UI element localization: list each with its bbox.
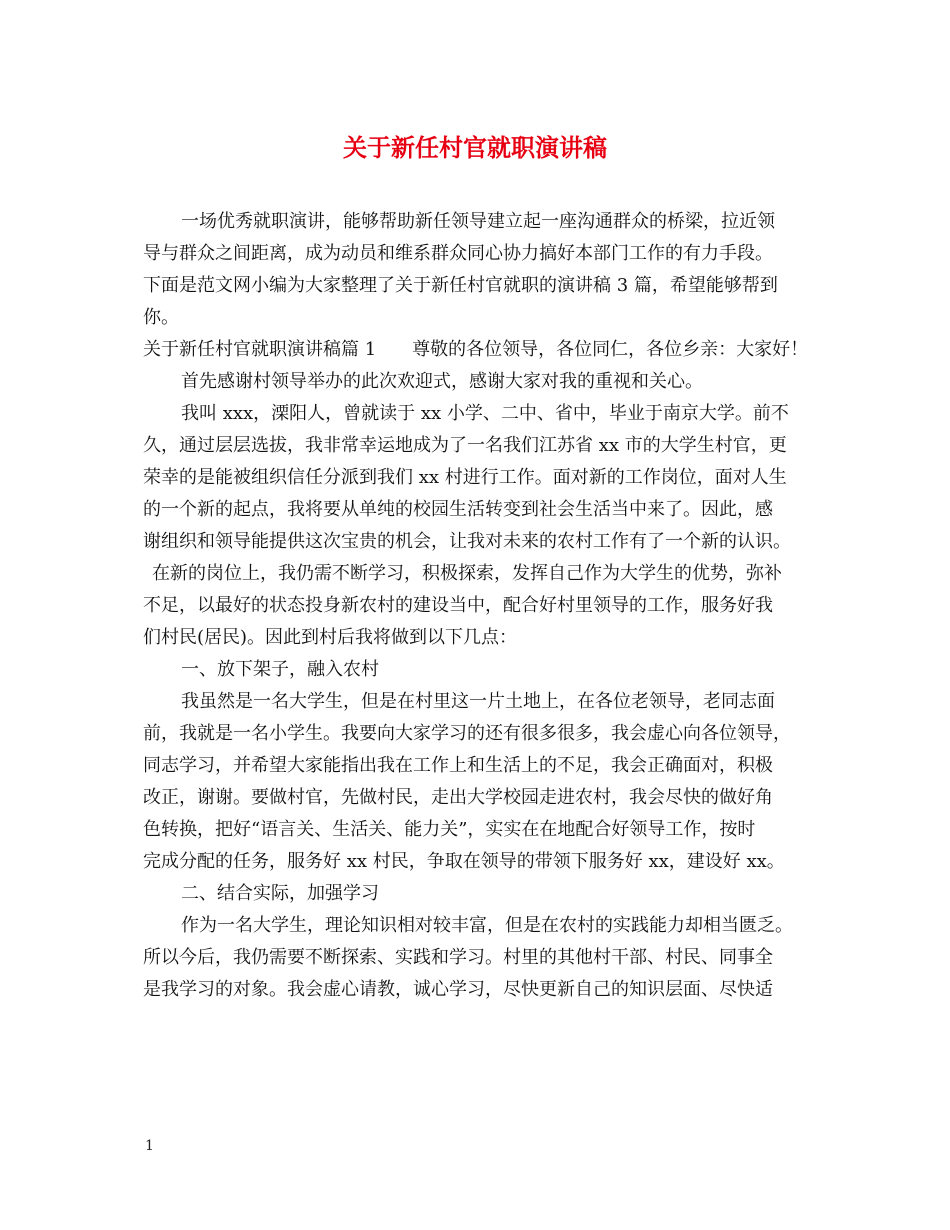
paragraph-line: 不足，以最好的状态投身新农村的建设当中，配合好村里领导的工作，服务好我 [143, 595, 773, 616]
paragraph-line: 是我学习的对象。我会虚心请教，诚心学习，尽快更新自己的知识层面、尽快适 [143, 979, 773, 1000]
document-title: 关于新任村官就职演讲稿 [343, 133, 607, 162]
paragraph-line: 在新的岗位上，我仍需不断学习，积极探索，发挥自己作为大学生的优势，弥补 [152, 563, 782, 584]
paragraph-line: 谢组织和领导能提供这次宝贵的机会，让我对未来的农村工作有了一个新的认识。 [143, 531, 791, 552]
paragraph-line: 改正，谢谢。要做村官，先做村民，走出大学校园走进农村，我会尽快的做好角 [143, 787, 773, 808]
paragraph-line: 荣幸的是能被组织信任分派到我们 xx 村进行工作。面对新的工作岗位，面对人生 [143, 467, 787, 488]
paragraph-line: 色转换，把好“语言关、生活关、能力关”，实实在在地配合好领导工作，按时 [143, 819, 756, 840]
subheading-line: 二、结合实际，加强学习 [181, 883, 379, 904]
paragraph-line: 们村民(居民)。因此到村后我将做到以下几点： [143, 627, 518, 648]
paragraph-line: 首先感谢村领导举办的此次欢迎式，感谢大家对我的重视和关心。 [181, 371, 703, 392]
paragraph-line: 你。 [143, 307, 179, 328]
paragraph-line: 作为一名大学生，理论知识相对较丰富，但是在农村的实践能力却相当匮乏。 [181, 915, 793, 936]
subheading-line: 一、放下架子，融入农村 [181, 659, 379, 680]
paragraph-line: 久，通过层层选拔，我非常幸运地成为了一名我们江苏省 xx 市的大学生村官，更 [143, 435, 787, 456]
paragraph-line: 同志学习，并希望大家能指出我在工作上和生活上的不足，我会正确面对，积极 [143, 755, 773, 776]
paragraph-line: 我虽然是一名大学生，但是在村里这一片土地上，在各位老领导，老同志面 [181, 691, 775, 712]
paragraph-line: 一场优秀就职演讲，能够帮助新任领导建立起一座沟通群众的桥梁，拉近领 [181, 211, 775, 232]
paragraph-line: 完成分配的任务，服务好 xx 村民，争取在领导的带领下服务好 xx，建设好 xx。 [143, 851, 785, 872]
paragraph-line: 的一个新的起点，我将要从单纯的校园生活转变到社会生活当中来了。因此，感 [143, 499, 773, 520]
paragraph-line: 前，我就是一名小学生。我要向大家学习的还有很多很多，我会虚心向各位领导， [143, 723, 791, 744]
paragraph-line: 所以今后，我仍需要不断探索、实践和学习。村里的其他村干部、村民、同事全 [143, 947, 773, 968]
paragraph-line: 下面是范文网小编为大家整理了关于新任村官就职的演讲稿 3 篇，希望能够帮到 [143, 275, 778, 296]
section-heading-line: 关于新任村官就职演讲稿篇 1 尊敬的各位领导，各位同仁，各位乡亲：大家好！ [143, 339, 809, 360]
paragraph-line: 我叫 xxx，溧阳人，曾就读于 xx 小学、二中、省中，毕业于南京大学。前不 [181, 403, 789, 424]
paragraph-line: 导与群众之间距离，成为动员和维系群众同心协力搞好本部门工作的有力手段。 [143, 243, 773, 264]
page-number: 1 [145, 1138, 154, 1154]
